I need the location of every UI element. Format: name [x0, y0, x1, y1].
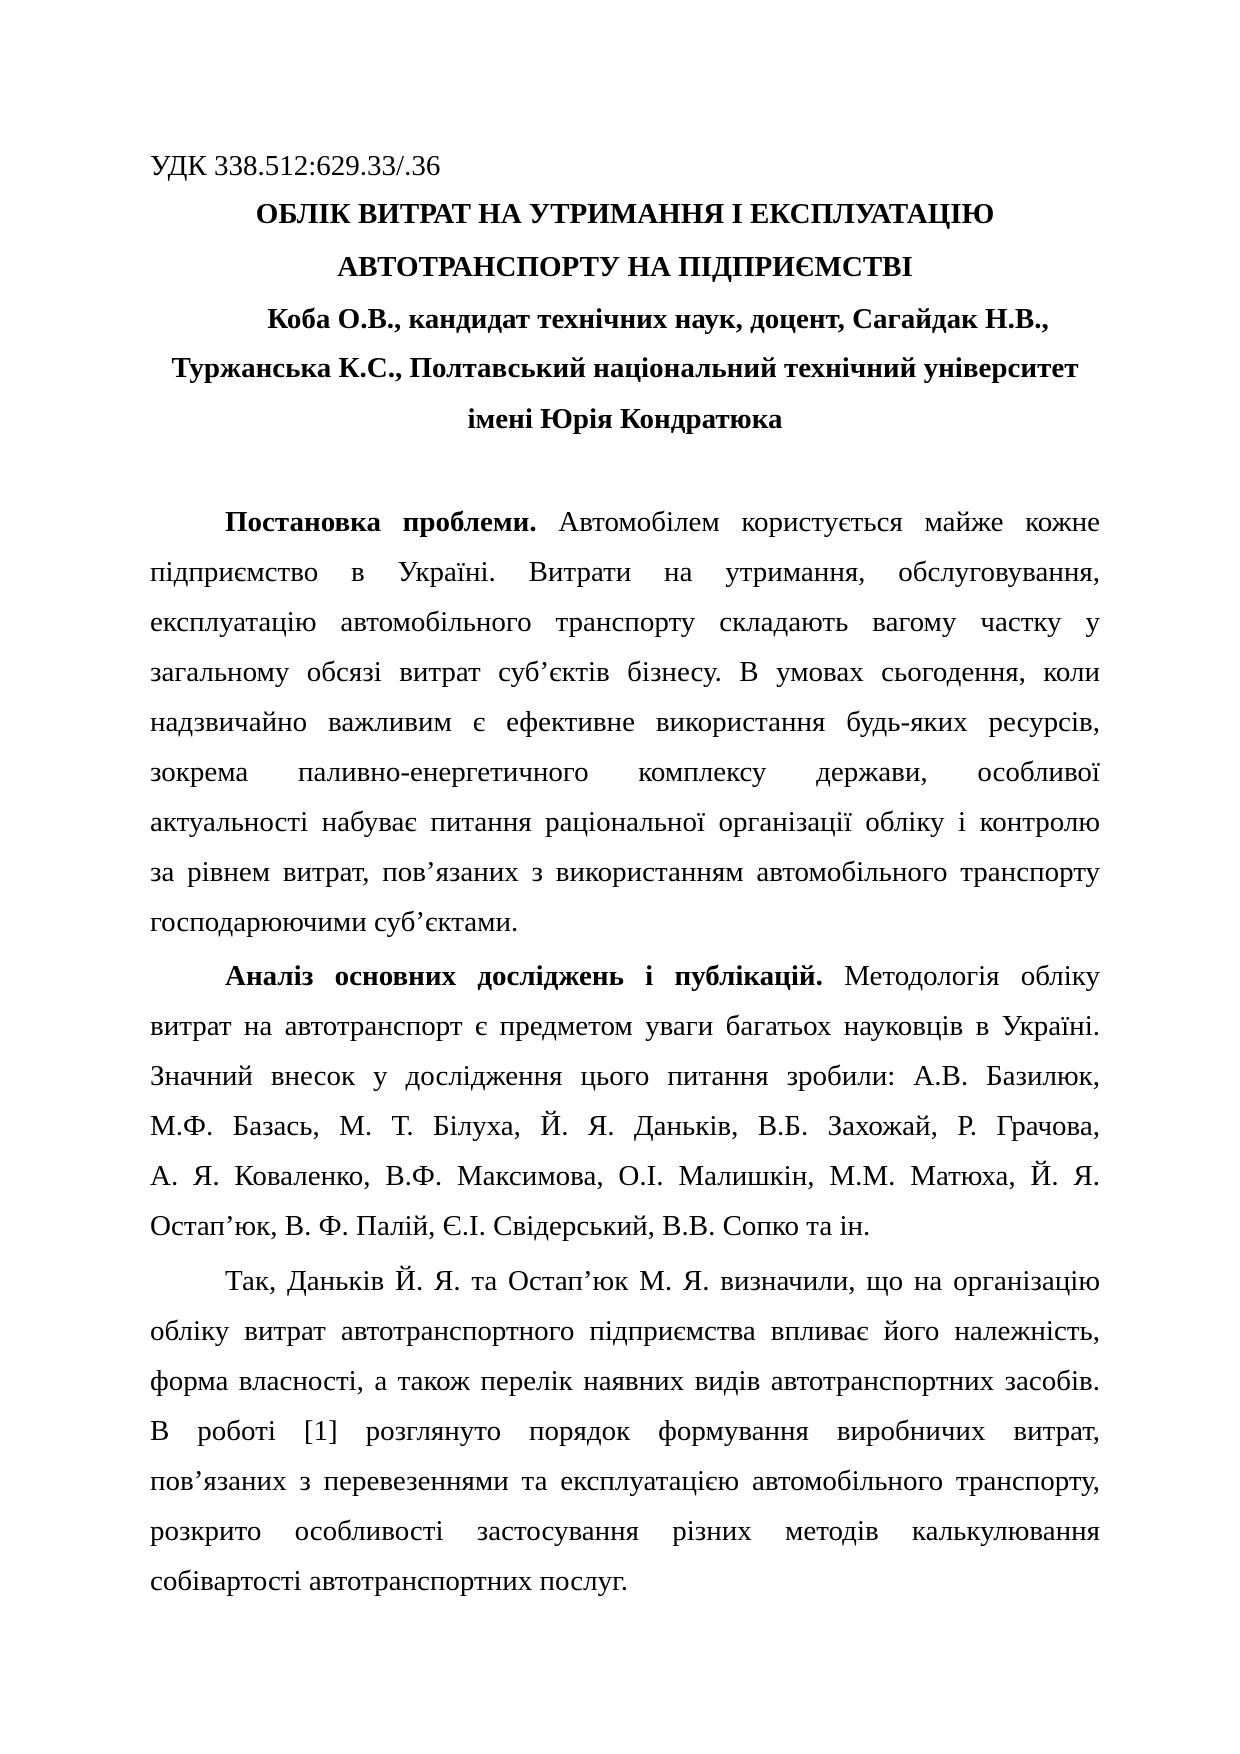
text-line	[150, 1001, 1100, 1051]
authors-line-2: Туржанська К.С., Полтавський національний технічний університет	[171, 352, 1079, 384]
text-line	[150, 597, 1100, 647]
line-text: Значний внесок у дослідження цього питання зробили: А.В. Базилюк,	[150, 1060, 1100, 1092]
text-line	[150, 1406, 1100, 1456]
authors-line-3: імені Юрія Кондратюка	[467, 403, 783, 435]
line-text: пов’язаних з перевезеннями та експлуатацією автомобільного транспорту,	[150, 1465, 1100, 1497]
line-text: Методологія обліку	[844, 960, 1100, 992]
text-line	[150, 1356, 1100, 1406]
text-line	[150, 1151, 1100, 1201]
title-line-1: ОБЛІК ВИТРАТ НА УТРИМАННЯ І ЕКСПЛУАТАЦІЮ	[255, 198, 995, 230]
line-text: зокрема паливно-енергетичного комплексу держави, особливої	[150, 756, 1100, 788]
paragraph-findings	[150, 1256, 1100, 1606]
line-text: В роботі [1] розглянуто порядок формування виробничих витрат,	[150, 1415, 1100, 1447]
line-text: М.Ф. Базась, М. Т. Білуха, Й. Я. Даньків, В.Б. Захожай, Р. Грачова,	[150, 1110, 1100, 1142]
text-line	[150, 1201, 1100, 1251]
line-text: Так, Даньків Й. Я. та Остап’юк М. Я. визначили, що на організацію	[225, 1265, 1100, 1297]
line-text: Остап’юк, В. Ф. Палій, Є.І. Свідерський, В.В. Сопко та ін.	[150, 1210, 871, 1242]
text-line	[150, 1256, 1100, 1306]
line-text: загальному обсязі витрат суб’єктів бізнесу. В умовах сьогодення, коли	[150, 656, 1100, 688]
line-text: собівартості автотранспортних послуг.	[150, 1565, 628, 1597]
title-line-2: АВТОТРАНСПОРТУ НА ПІДПРИЄМСТВІ	[337, 251, 913, 283]
text-line	[150, 1506, 1100, 1556]
line-text: господарюючими суб’єктами.	[150, 906, 519, 938]
text-line	[150, 1556, 1100, 1606]
udk-code: УДК 338.512:629.33/.36	[150, 150, 441, 182]
text-line	[150, 497, 1100, 547]
line-text: надзвичайно важливим є ефективне використання будь-яких ресурсів,	[150, 706, 1100, 738]
text-line	[150, 747, 1100, 797]
text-line	[150, 647, 1100, 697]
paragraph-literature-review	[150, 951, 1100, 1251]
line-text: актуальності набуває питання раціональної організації обліку і контролю	[150, 806, 1100, 838]
line-text: розкрито особливості застосування різних методів калькулювання	[150, 1515, 1100, 1547]
text-line	[150, 897, 1100, 947]
authors-line-1: Коба О.В., кандидат технічних наук, доцент, Сагайдак Н.В.,	[267, 303, 1049, 335]
text-line	[150, 1101, 1100, 1151]
line-text: А. Я. Коваленко, В.Ф. Максимова, О.І. Малишкін, М.М. Матюха, Й. Я.	[150, 1160, 1100, 1192]
text-line	[150, 1051, 1100, 1101]
text-line	[150, 951, 1100, 1001]
text-line	[150, 1456, 1100, 1506]
text-line	[150, 847, 1100, 897]
line-text: обліку витрат автотранспортного підприємства впливає його належність,	[150, 1315, 1100, 1347]
text-line	[150, 697, 1100, 747]
text-line	[150, 797, 1100, 847]
text-line	[150, 1306, 1100, 1356]
section-heading: Аналіз основних досліджень і публікацій.	[225, 960, 823, 992]
line-text: підприємство в Україні. Витрати на утримання, обслуговування,	[150, 556, 1100, 588]
section-heading: Постановка проблеми.	[225, 506, 537, 538]
text-line	[150, 547, 1100, 597]
line-text: експлуатацію автомобільного транспорту складають вагому частку у	[150, 606, 1100, 638]
line-text: Автомобілем користується майже кожне	[558, 506, 1100, 538]
line-text: форма власності, а також перелік наявних видів автотранспортних засобів.	[150, 1365, 1100, 1397]
paragraph-problem-statement	[150, 497, 1100, 947]
line-text: витрат на автотранспорт є предметом уваги багатьох науковців в Україні.	[150, 1010, 1100, 1042]
line-text: за рівнем витрат, пов’язаних з використанням автомобільного транспорту	[150, 856, 1100, 888]
